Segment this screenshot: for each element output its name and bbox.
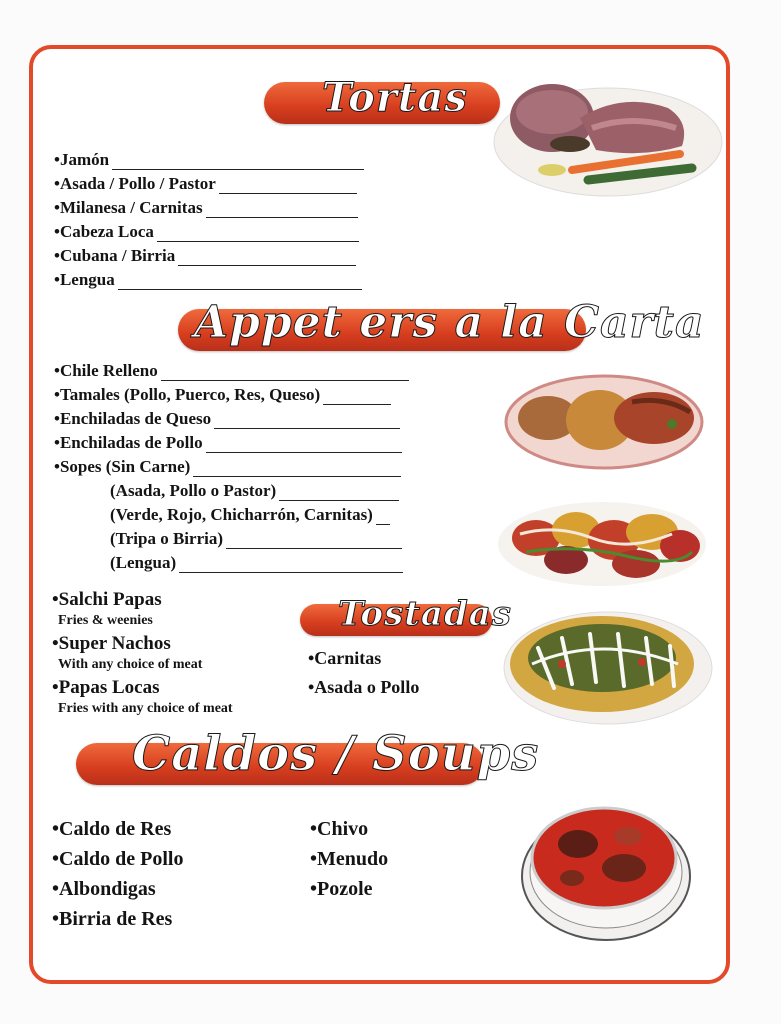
soup-bowl-photo — [518, 796, 698, 946]
soup-item: •Albondigas — [52, 878, 156, 900]
menu-item: •Enchiladas de Queso — [54, 409, 400, 429]
menu-item: •Milanesa / Carnitas — [54, 198, 358, 218]
menu-item: •Asada / Pollo / Pastor — [54, 174, 357, 194]
side-name: •Papas Locas — [52, 677, 160, 698]
menu-item: •Cabeza Loca — [54, 222, 359, 242]
tostadas-title: Tostadas — [338, 594, 512, 634]
soup-item: •Chivo — [310, 818, 369, 840]
sopes-option: (Asada, Pollo o Pastor) — [110, 481, 399, 501]
soup-item: •Caldo de Pollo — [52, 848, 184, 870]
menu-item: •Enchiladas de Pollo — [54, 433, 402, 453]
side-name: •Super Nachos — [52, 633, 171, 654]
enchilada-plate-photo — [504, 372, 708, 472]
soup-item: •Birria de Res — [52, 908, 173, 930]
sopes-option: (Lengua) — [110, 553, 403, 573]
menu-item: •Chile Relleno — [54, 361, 409, 381]
soups-title: Caldos / Soups — [132, 726, 540, 782]
menu-item: •Sopes (Sin Carne) — [54, 457, 401, 477]
side-desc: Fries with any choice of meat — [58, 701, 233, 716]
menu-item: •Jamón — [54, 150, 364, 170]
menu-item: •Cubana / Birria — [54, 246, 356, 266]
menu-item: •Lengua — [54, 270, 362, 290]
tostada-item: •Carnitas — [308, 648, 382, 668]
side-desc: With any choice of meat — [58, 657, 203, 672]
side-name: •Salchi Papas — [52, 589, 162, 610]
tortas-title: Tortas — [322, 74, 468, 121]
soup-item: •Menudo — [310, 848, 389, 870]
torta-photo — [492, 74, 726, 202]
sopes-photo — [496, 494, 710, 590]
side-desc: Fries & weenies — [58, 613, 153, 628]
sopes-option: (Verde, Rojo, Chicharrón, Carnitas) — [110, 505, 390, 525]
appetizers-title: Appet ers a la Carta — [194, 297, 705, 348]
tostada-item: •Asada o Pollo — [308, 677, 420, 697]
soup-item: •Caldo de Res — [52, 818, 172, 840]
sopes-option: (Tripa o Birria) — [110, 529, 402, 549]
nachos-photo — [502, 604, 714, 728]
soup-item: •Pozole — [310, 878, 373, 900]
menu-item: •Tamales (Pollo, Puerco, Res, Queso) — [54, 385, 391, 405]
